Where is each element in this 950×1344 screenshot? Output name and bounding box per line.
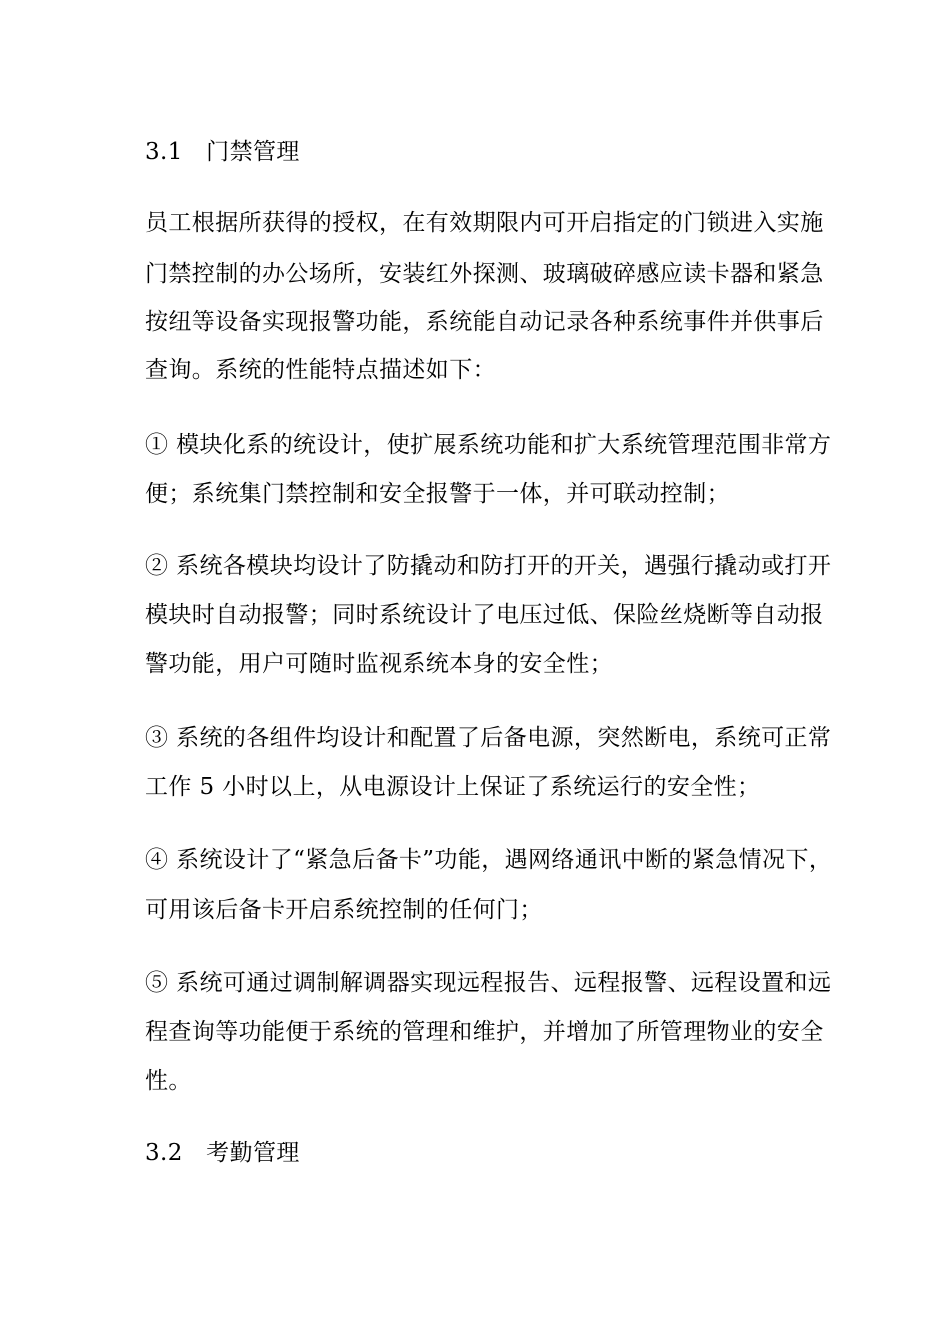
paragraph-line: 警功能，用户可随时监视系统本身的安全性； (145, 651, 613, 677)
paragraph-line: 程查询等功能便于系统的管理和维护，并增加了所管理物业的安全 (145, 1019, 824, 1045)
paragraph-line: 查询。系统的性能特点描述如下： (145, 357, 496, 383)
paragraph-line: 便；系统集门禁控制和安全报警于一体，并可联动控制； (145, 481, 730, 507)
paragraph-line: 性。 (145, 1068, 192, 1094)
paragraph-line: 模块时自动报警；同时系统设计了电压过低、保险丝烧断等自动报 (145, 602, 824, 628)
paragraph-line: ② 系统各模块均设计了防撬动和防打开的开关，遇强行撬动或打开 (145, 553, 832, 579)
section-heading-3-1: 3.1 门禁管理 (145, 139, 300, 165)
paragraph-line: ③ 系统的各组件均设计和配置了后备电源，突然断电，系统可正常 (145, 725, 832, 751)
paragraph-line: ① 模块化系的统设计，使扩展系统功能和扩大系统管理范围非常方 (145, 432, 832, 458)
paragraph-line: 门禁控制的办公场所，安装红外探测、玻璃破碎感应读卡器和紧急 (145, 261, 824, 287)
paragraph-line: 可用该后备卡开启系统控制的任何门； (145, 897, 543, 923)
paragraph-line: 按纽等设备实现报警功能，系统能自动记录各种系统事件并供事后 (145, 309, 824, 335)
paragraph-line: 工作 5 小时以上，从电源设计上保证了系统运行的安全性； (145, 774, 761, 800)
paragraph-line: ④ 系统设计了“紧急后备卡”功能，遇网络通讯中断的紧急情况下， (145, 847, 833, 873)
section-heading-3-2: 3.2 考勤管理 (145, 1140, 300, 1166)
paragraph-line: ⑤ 系统可通过调制解调器实现远程报告、远程报警、远程设置和远 (145, 970, 832, 996)
paragraph-line: 员工根据所获得的授权，在有效期限内可开启指定的门锁进入实施 (145, 210, 824, 236)
